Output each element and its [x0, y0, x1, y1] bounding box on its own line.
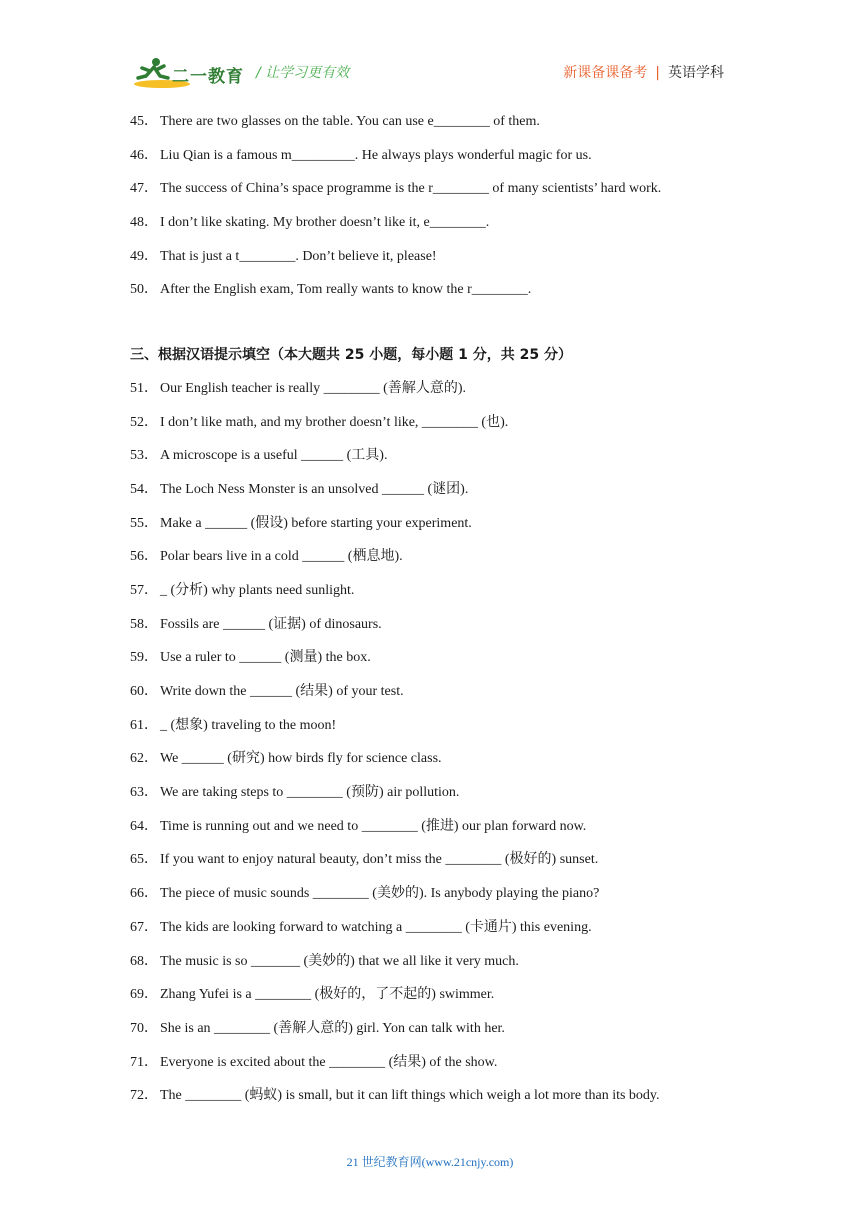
- question-number: 56．: [130, 549, 158, 565]
- question-text: Time is running out and we need to ________ (推进) our plan forward now.: [160, 818, 587, 834]
- question-item: [130, 1053, 730, 1087]
- header-divider: |: [655, 65, 660, 81]
- question-text: I don’t like math, and my brother doesn’t like, ________ (也).: [160, 414, 509, 430]
- logo-text: 二一教育: [172, 67, 244, 87]
- question-item: [130, 985, 730, 1019]
- question-text: Fossils are ______ (证据) of dinosaurs.: [160, 616, 382, 632]
- question-content: [130, 112, 730, 1120]
- question-text: Make a ______ (假设) before starting your experiment.: [160, 515, 472, 531]
- question-item: [130, 213, 730, 247]
- question-text: The success of China’s space programme is the r________ of many scientists’ hard work.: [160, 181, 662, 197]
- question-number: 67．: [130, 919, 158, 935]
- question-number: 48．: [130, 215, 158, 231]
- question-text: The piece of music sounds ________ (美妙的). Is anybody playing the piano?: [160, 886, 600, 902]
- question-text: The Loch Ness Monster is an unsolved ______ (谜团).: [160, 481, 469, 497]
- question-item: [130, 547, 730, 581]
- question-item: [130, 1019, 730, 1053]
- question-list-part2: [130, 112, 730, 314]
- section-title: 三、根据汉语提示填空（本大题共 25 小题，每小题 1 分，共 25 分）: [130, 347, 572, 364]
- question-number: 70．: [130, 1020, 158, 1036]
- question-text: I don’t like skating. My brother doesn’t like it, e________.: [160, 215, 490, 231]
- question-item: [130, 952, 730, 986]
- question-item: [130, 112, 730, 146]
- question-item: [130, 817, 730, 851]
- question-item: [130, 379, 730, 413]
- question-text: The ________ (蚂蚁) is small, but it can lift things which weigh a lot more than its body.: [160, 1088, 660, 1104]
- question-number: 61．: [130, 717, 158, 733]
- question-number: 57．: [130, 582, 158, 598]
- question-item: [130, 280, 730, 314]
- header-subject: 英语学科: [668, 65, 724, 81]
- page-footer: 21 世纪教育网(www.21cnjy.com): [346, 1155, 514, 1169]
- question-number: 71．: [130, 1054, 158, 1070]
- question-item: [130, 716, 730, 750]
- question-text: _ (分析) why plants need sunlight.: [160, 582, 355, 598]
- question-text: Write down the ______ (结果) of your test.: [160, 684, 404, 699]
- question-text: Everyone is excited about the ________ (结果) of the show.: [160, 1054, 498, 1070]
- question-text: _ (想象) traveling to the moon!: [160, 717, 337, 733]
- question-text: The kids are looking forward to watching a ________ (卡通片) this evening.: [160, 919, 592, 935]
- question-item: [130, 581, 730, 615]
- question-item: [130, 446, 730, 480]
- question-number: 54．: [130, 481, 158, 497]
- question-item: [130, 146, 730, 180]
- question-number: 55．: [130, 515, 158, 531]
- question-item: [130, 480, 730, 514]
- question-number: 47．: [130, 181, 158, 197]
- question-text: If you want to enjoy natural beauty, don’t miss the ________ (极好的) sunset.: [160, 852, 599, 868]
- question-number: 53．: [130, 448, 158, 464]
- question-item: [130, 1086, 730, 1120]
- question-number: 59．: [130, 650, 158, 666]
- question-text: Zhang Yufei is a ________ (极好的，了不起的) swimmer.: [160, 987, 495, 1003]
- question-item: [130, 783, 730, 817]
- question-item: [130, 749, 730, 783]
- header-right: [563, 62, 724, 82]
- question-text: There are two glasses on the table. You can use e________ of them.: [160, 114, 540, 129]
- question-number: 63．: [130, 785, 158, 801]
- question-item: [130, 918, 730, 952]
- question-item: [130, 413, 730, 447]
- question-text: A microscope is a useful ______ (工具).: [160, 448, 388, 464]
- question-text: We ______ (研究) how birds fly for science class.: [160, 751, 442, 767]
- question-number: 60．: [130, 684, 158, 699]
- question-item: [130, 850, 730, 884]
- question-item: [130, 884, 730, 918]
- question-text: We are taking steps to ________ (预防) air pollution.: [160, 785, 460, 801]
- question-text: After the English exam, Tom really wants to know the r________.: [160, 282, 532, 298]
- header-course-label: 新课备课备考: [563, 65, 648, 81]
- question-number: 62．: [130, 751, 158, 767]
- question-number: 72．: [130, 1088, 158, 1104]
- question-text: Polar bears live in a cold ______ (栖息地).: [160, 549, 403, 565]
- question-number: 46．: [130, 147, 158, 163]
- question-number: 45．: [130, 114, 158, 129]
- question-number: 51．: [130, 380, 158, 396]
- question-item: [130, 648, 730, 682]
- question-number: 68．: [130, 953, 158, 969]
- question-item: [130, 247, 730, 281]
- question-text: Use a ruler to ______ (测量) the box.: [160, 650, 371, 666]
- question-number: 69．: [130, 987, 158, 1003]
- question-number: 65．: [130, 852, 158, 868]
- question-number: 66．: [130, 886, 158, 902]
- question-number: 50．: [130, 282, 158, 298]
- question-number: 52．: [130, 414, 158, 430]
- question-number: 58．: [130, 616, 158, 632]
- question-item: [130, 615, 730, 649]
- question-item: [130, 514, 730, 548]
- slogan: / 让学习更有效: [256, 65, 350, 81]
- question-text: The music is so _______ (美妙的) that we all like it very much.: [160, 953, 519, 969]
- question-item: [130, 682, 730, 716]
- question-text: That is just a t________. Don’t believe it, please!: [160, 248, 437, 264]
- question-text: Our English teacher is really ________ (善解人意的).: [160, 380, 466, 396]
- question-list-part3: [130, 379, 730, 1120]
- question-text: Liu Qian is a famous m_________. He always plays wonderful magic for us.: [160, 147, 592, 163]
- question-number: 64．: [130, 818, 158, 834]
- question-text: She is an ________ (善解人意的) girl. Yon can talk with her.: [160, 1020, 505, 1036]
- page-header: [0, 0, 860, 100]
- question-number: 49．: [130, 248, 158, 264]
- question-item: [130, 179, 730, 213]
